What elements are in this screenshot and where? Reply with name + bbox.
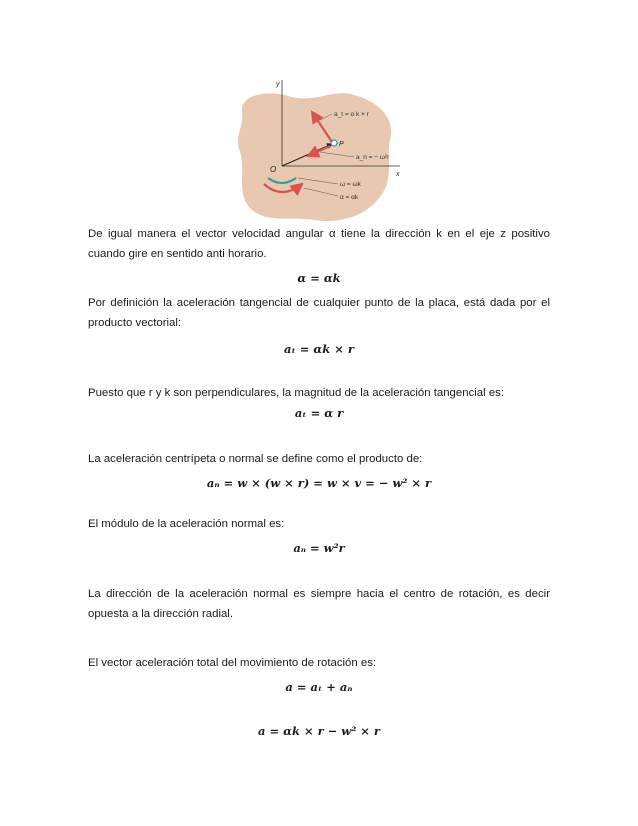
- x-axis-label: x: [396, 171, 400, 178]
- origin-label: O: [270, 165, 277, 174]
- equation-total-expanded: a = αk × r − w² × r: [258, 724, 380, 738]
- tangential-acceleration-label: a_t = α k × r: [334, 111, 369, 118]
- equation-total-sum: a = aₜ + aₙ: [285, 680, 353, 694]
- paragraph-normal-modulus: El módulo de la aceleración normal es:: [88, 518, 285, 530]
- paragraph-total-acceleration: El vector aceleración total del movimiento de rotación es:: [88, 657, 377, 669]
- point-p-label: P: [339, 141, 344, 148]
- normal-acceleration-label: a_n = − ω²r: [356, 154, 390, 161]
- equation-centripetal-product: aₙ = w × (w × r) = w × v = − w² × r: [206, 476, 432, 490]
- y-axis-label: y: [276, 81, 280, 88]
- equation-alpha: α = αk: [297, 271, 341, 285]
- equation-tangential-vector: aₜ = αk × r: [284, 342, 354, 356]
- paragraph-angular-velocity-direction: De igual manera el vector velocidad angular α tiene la dirección k en el eje z positivo cuando gire en sentido anti horario.: [88, 228, 550, 260]
- rotation-figure: [228, 74, 408, 226]
- equation-tangential-magnitude: aₜ = α r: [294, 406, 344, 420]
- paragraph-perpendicular: Puesto que r y k son perpendiculares, la magnitud de la aceleración tangencial es:: [88, 387, 505, 399]
- paragraph-centripetal-definition: La aceleración centrípeta o normal se define como el producto de:: [88, 453, 423, 465]
- paragraph-tangential-definition: Por definición la aceleración tangencial de cualquier punto de la placa, está dada por el producto vectorial:: [88, 297, 550, 329]
- omega-label: ω = ωk: [340, 181, 361, 188]
- alpha-label: α = αk: [340, 194, 359, 201]
- equation-normal-modulus: aₙ = w²r: [293, 541, 345, 555]
- paragraph-normal-direction: La dirección de la aceleración normal es siempre hacia el centro de rotación, es decir opuesta a la dirección radial.: [88, 588, 550, 620]
